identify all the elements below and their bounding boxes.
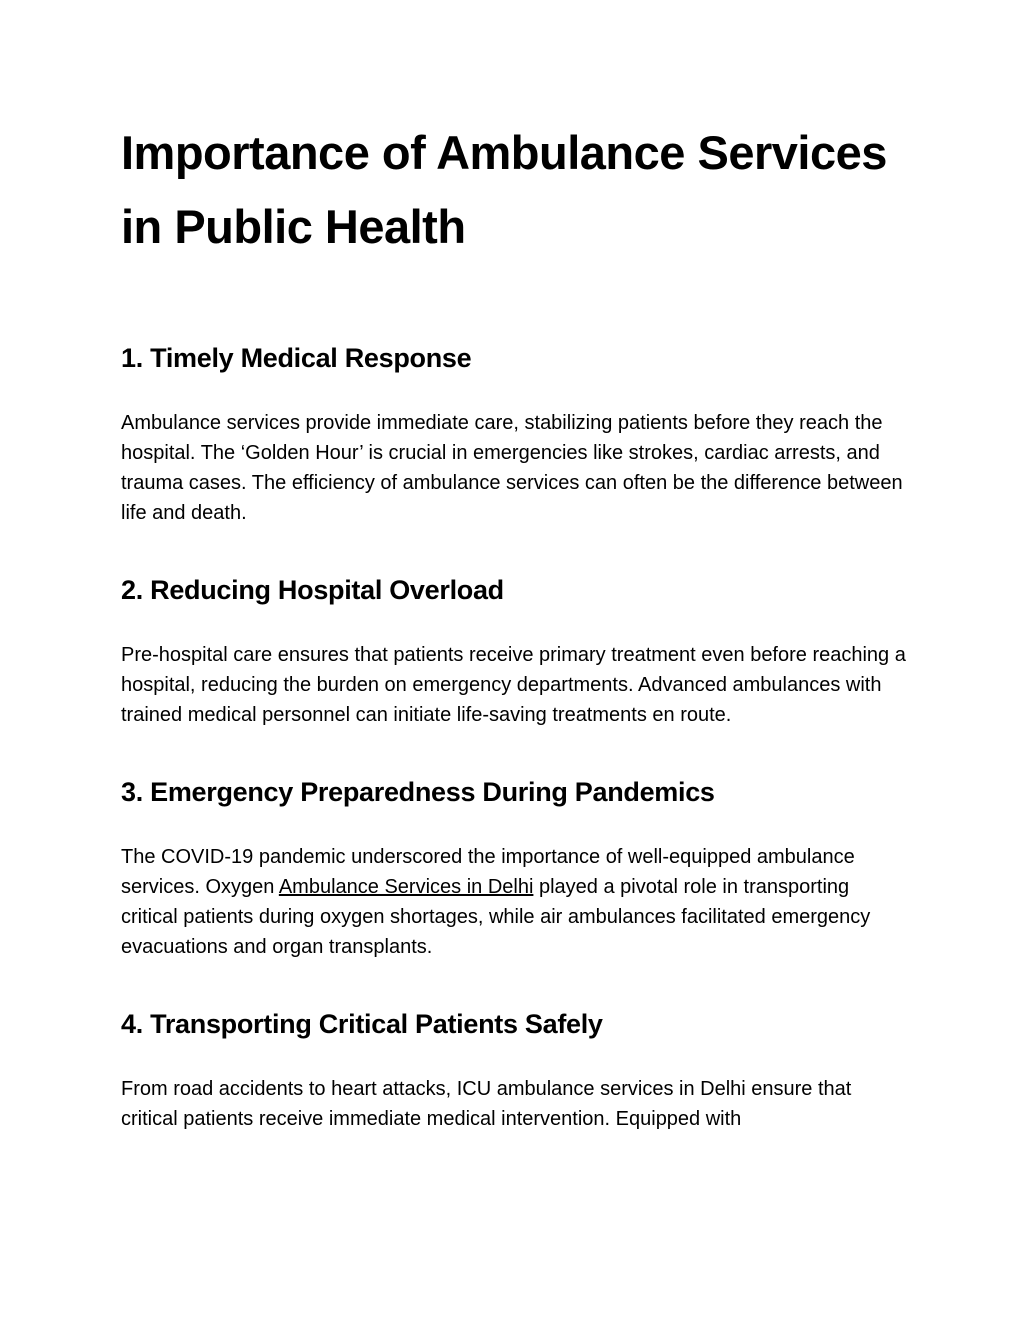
paragraph-text-after-link: played a pivotal role in transporting critical patients during oxygen shortages, while air ambulances facilitated emergency evacuations and organ transplants. xyxy=(121,876,871,958)
document-page xyxy=(121,0,911,1134)
section-heading-1: 1. Timely Medical Response xyxy=(121,343,472,373)
section-heading-2: 2. Reducing Hospital Overload xyxy=(121,575,504,605)
section-paragraph-3 xyxy=(121,842,911,962)
section-heading-3: 3. Emergency Preparedness During Pandemics xyxy=(121,777,715,807)
section-paragraph-1: Ambulance services provide immediate care, stabilizing patients before they reach the hospital. The ‘Golden Hour’ is crucial in emergencies like strokes, cardiac arrests, and trauma cases. The efficiency of ambulance services can often be the difference between life and death. xyxy=(121,412,903,524)
page-title: Importance of Ambulance Services in Public Health xyxy=(121,126,887,253)
section-heading-4: 4. Transporting Critical Patients Safely xyxy=(121,1009,603,1039)
section-paragraph-2: Pre-hospital care ensures that patients receive primary treatment even before reaching a hospital, reducing the burden on emergency departments. Advanced ambulances with trained medical personnel can initiate life-saving treatments en route. xyxy=(121,644,906,726)
section-paragraph-4: From road accidents to heart attacks, ICU ambulance services in Delhi ensure that critical patients receive immediate medical intervention. Equipped with xyxy=(121,1078,852,1130)
ambulance-services-delhi-link[interactable]: Ambulance Services in Delhi xyxy=(278,876,534,898)
paragraph-text-before-link: The COVID-19 pandemic underscored the importance of well-equipped ambulance services. Oxygen xyxy=(121,846,855,898)
